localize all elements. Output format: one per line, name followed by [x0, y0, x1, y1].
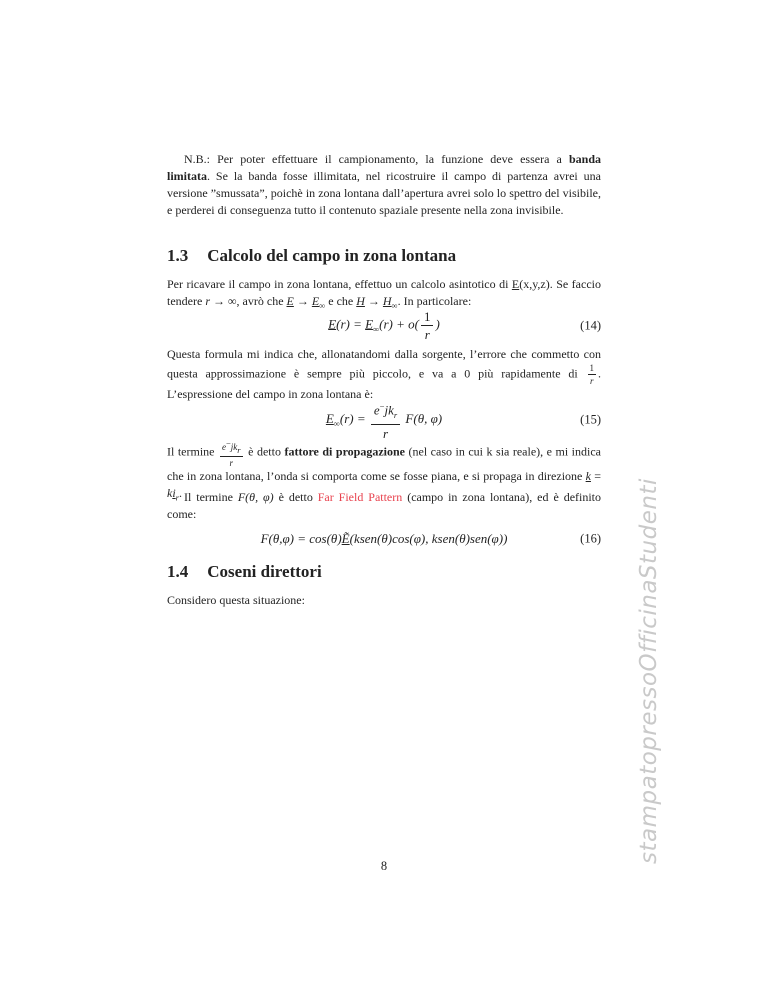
section-title: Calcolo del campo in zona lontana: [207, 246, 457, 265]
r-subscript: r: [393, 409, 398, 420]
underlined-H-inf: H: [382, 294, 392, 308]
equation-number: (14): [580, 318, 601, 332]
equation-number: (16): [580, 531, 601, 546]
equation-number: (15): [580, 412, 601, 427]
paragraph-nb: [167, 151, 601, 219]
equation-16: [167, 531, 601, 547]
section-heading-1-3: [167, 246, 601, 266]
section-number: 1.3: [167, 246, 189, 265]
equation-15: [167, 399, 601, 441]
underlined-H: H: [356, 294, 365, 308]
fraction-propagation: [371, 399, 400, 441]
underlined-E: E: [328, 316, 337, 332]
infinity-subscript: ∞: [319, 300, 326, 311]
text-run: e che: [325, 294, 357, 308]
section-number: 1.4: [167, 562, 189, 581]
equation-14: [167, 309, 601, 342]
paragraph-considero: [167, 592, 601, 609]
minus-superscript: −: [379, 401, 385, 411]
fraction-numerator: 1: [589, 363, 594, 373]
underlined-E: E: [286, 294, 294, 308]
page-number: 8: [380, 859, 388, 873]
underlined-E-inf: E: [325, 410, 334, 426]
inline-fraction-propagation: [220, 438, 243, 468]
equation-14-body: [328, 309, 440, 342]
equation-16-body: [261, 531, 508, 547]
arrow-run: →: [364, 294, 383, 308]
text-run: (x,y,z). Se faccio tendere: [167, 277, 601, 308]
math-run: (r) =: [339, 410, 369, 426]
math-run: (r) + o(: [379, 316, 419, 332]
bold-term-fattore: fattore di propagazione: [284, 444, 406, 459]
text-run: Questa formula mi indica che, allonatandomi dalla sorgente, l’errore che commetto con questa approssimazione è sempre più piccolo, e va a 0 più rapidamente di: [167, 347, 601, 381]
paragraph-far-field: [167, 489, 601, 523]
text-run: . Se la banda fosse illimitata, nel ricostruire il campo di partenza avrei una versione ”smussata”, poichè in zona lontana dall’apertura avrei solo lo spettro del visibile, e perderei di conseguenza tutto il contenuto spaziale presente nella zona invisibile.: [167, 169, 601, 217]
fraction-denominator: r: [229, 457, 234, 468]
underlined-E-upright: E: [511, 277, 520, 291]
infinity-subscript: ∞: [391, 300, 398, 311]
text-run: . In particolare:: [397, 294, 472, 308]
bold-term-banda-limitata: banda limitata: [167, 152, 601, 183]
fraction-denominator: r: [383, 425, 389, 441]
text-run: è detto: [273, 490, 318, 504]
infinity-subscript: ∞: [333, 418, 340, 429]
text-run: . L’espressione del campo in zona lontana è:: [167, 366, 601, 401]
r-subscript: r: [175, 492, 179, 503]
text-run: (campo in zona lontana), ed è definito come:: [167, 490, 602, 521]
minus-superscript: −: [226, 438, 231, 448]
fraction-1-over-r: [421, 309, 434, 342]
math-e: e: [222, 442, 226, 452]
text-run: Considero questa situazione:: [167, 593, 305, 607]
math-run: (ksen(θ)cos(φ), ksen(θ)sen(φ)): [349, 531, 508, 546]
math-e: e: [373, 402, 380, 418]
paragraph-formula: [167, 346, 601, 403]
section-title: Coseni direttori: [207, 562, 322, 581]
red-term-far-field-pattern: Far Field Pattern: [317, 490, 403, 504]
math-k: k: [167, 485, 173, 500]
underlined-E-inf: E: [365, 316, 374, 332]
fraction-denominator: r: [424, 327, 430, 342]
r-subscript: r: [237, 444, 241, 455]
text-run: =: [590, 468, 601, 483]
math-F-theta-phi: F(θ, φ): [237, 490, 274, 504]
text-run: .: [178, 485, 182, 500]
text-run: N.B.: Per poter effettuare il campionamento, la funzione deve essera a: [184, 152, 569, 166]
text-run: Il termine: [184, 490, 238, 504]
fraction-numerator: [371, 399, 400, 425]
text-run: Il termine: [167, 444, 218, 459]
infinity-subscript: ∞: [373, 324, 380, 335]
math-r: r: [205, 294, 210, 308]
text-run: è detto: [244, 444, 285, 459]
underlined-E-tilde: Ẽ: [341, 531, 350, 546]
math-run: F(θ, φ): [402, 410, 443, 426]
print-watermark: stampatopressoOfficinaStudenti: [636, 478, 662, 864]
section-heading-1-4: [167, 562, 601, 582]
underlined-E-inf: E: [311, 294, 320, 308]
math-run: (r) =: [336, 316, 366, 332]
math-run: F(θ,φ) = cos(θ): [260, 531, 342, 546]
underlined-i: i: [172, 485, 176, 500]
fraction-denominator: r: [589, 376, 594, 386]
fraction-numerator: 1: [421, 309, 434, 326]
math-jk: jk: [384, 402, 394, 418]
inline-fraction-1-over-r: [588, 363, 597, 386]
math-run: ): [435, 316, 440, 332]
text-run: Per ricavare il campo in zona lontana, effettuo un calcolo asintotico di: [167, 277, 512, 291]
math-jk: jk: [230, 442, 238, 452]
fraction-numerator: [220, 438, 243, 457]
text-run: → ∞, avrò che: [209, 294, 287, 308]
equation-15-body: [326, 399, 442, 441]
underlined-k: k: [585, 468, 591, 483]
arrow-run: →: [293, 294, 312, 308]
text-run: (nel caso in cui k sia reale), e mi indica che in zona lontana, l’onda si comporta come se fosse piana, e si propaga in direzione: [167, 444, 601, 483]
